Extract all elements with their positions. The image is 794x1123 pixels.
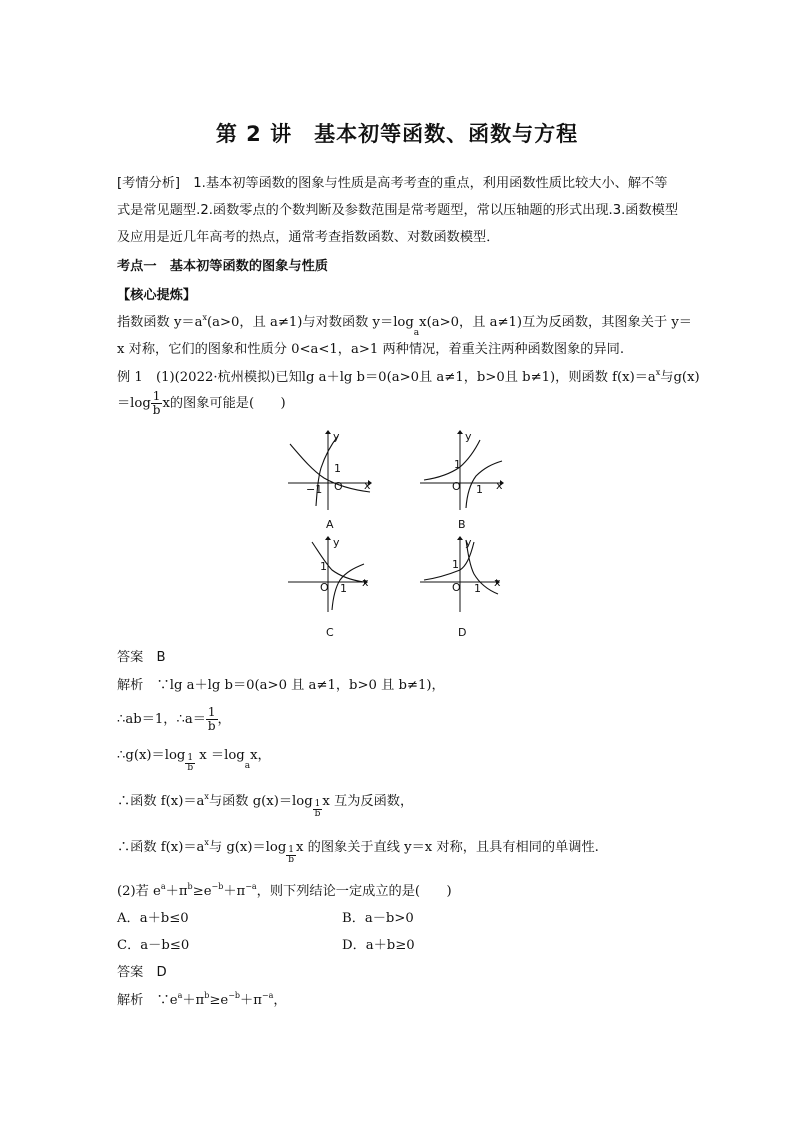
option-d: D．a＋b≥0: [342, 938, 415, 953]
option-a: A．a＋b≤0: [117, 911, 189, 926]
graph-label-a: A: [326, 518, 334, 531]
solution-1-line-3: ∴g(x)＝log $\frac{1}{b}$ $x =\log_ax$，: [117, 748, 271, 773]
option-c: C．a－b≤0: [117, 938, 190, 953]
solution-1-line-4: ∴函数 $f(x)=a^x$与函数 g(x)＝log $\frac{1}{b}$ x 互为反函数，: [117, 792, 414, 819]
graph-option-c: y 1 O 1 x: [288, 536, 372, 620]
answer-2: 答案 D: [117, 965, 167, 980]
solution-1-line-5: ∴函数 $f(x)=a^x$与 g(x)＝log $\frac{1}{b}$ x 的图象关于直线 y＝x 对称，且具有相同的单调性.: [117, 838, 599, 865]
section-heading: 考点一 基本初等函数的图象与性质: [117, 259, 328, 274]
analysis-text: 1.基本初等函数的图象与性质是高考考查的重点，利用函数性质比较大小、解不等式是常见题型.2.函数零点的个数判断及参数范围是常考题型，常以压轴题的形式出现.3.函数模型及应用是近几年高考的热点，通常考查指数函数、对数函数模型．: [117, 176, 679, 245]
example-1-line-1: 例 1 (1)(2022·杭州模拟)已知lg a＋lg b＝0(a>0且 a≠1，b>0且 b≠1)，则函数 $f(x)=a^x$与g(x): [117, 368, 700, 385]
example-1-part-2: (2)若 $e^a+\pi^b\ge e^{-b}+\pi^{-a}$，则下列结论一定成立的是( ): [117, 882, 452, 899]
graph-label-d: D: [458, 626, 467, 639]
graph-option-d: y 1 O 1 x: [420, 536, 504, 620]
core-label: 【核心提炼】: [117, 288, 197, 303]
option-b: B．a－b>0: [342, 911, 414, 926]
graph-option-b: y 1 O 1 x: [420, 430, 504, 514]
graph-option-a: y 1 O −1 x: [288, 430, 372, 514]
core-line-1: 指数函数 $y=a^x(a>0$，且 a≠1)与对数函数 $y=\log_ax(a>0$，且 a≠1)互为反函数，其图象关于 y＝: [117, 313, 692, 338]
page-title: 第 2 讲 基本初等函数、函数与方程: [215, 122, 579, 146]
analysis-tag: [考情分析]: [117, 176, 181, 191]
graph-label-b: B: [458, 518, 466, 531]
example-1-line-2: ＝log $\frac{1}{b}$ x的图象可能是( ): [117, 389, 286, 417]
answer-1: 答案 B: [117, 650, 166, 665]
core-line-2: x 对称，它们的图象和性质分 0<a<1，a>1 两种情况，着重关注两种函数图象的异同.: [117, 342, 625, 357]
solution-2-line-1: 解析 $\because e^a+\pi^b\ge e^{-b}+\pi^{-a}$，: [117, 991, 287, 1008]
solution-1-line-1: 解析 ∵lg a＋lg b＝0(a>0 且 a≠1，b>0 且 b≠1)，: [117, 678, 445, 693]
graph-label-c: C: [326, 626, 334, 639]
exam-analysis: [117, 170, 679, 251]
fraction-1-over-b: $\frac{1}{b}$: [152, 389, 161, 417]
solution-1-line-2: ∴ab＝1，∴a＝ $\frac{1}{b}$ ，: [117, 705, 231, 733]
